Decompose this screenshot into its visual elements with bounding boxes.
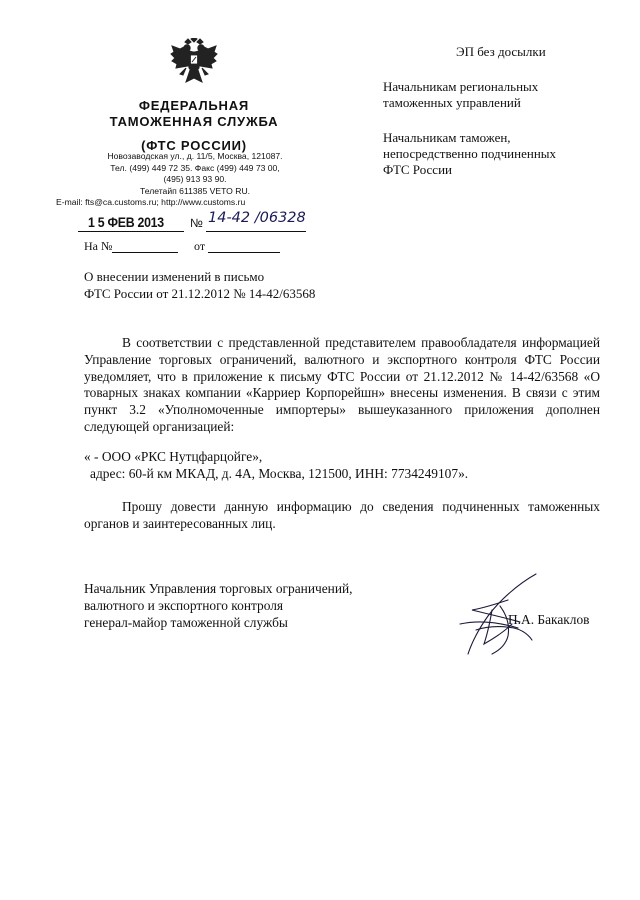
ref-number-label: На № <box>84 239 113 253</box>
org-line2: адрес: 60-й км МКАД, д. 4А, Москва, 121500, ИНН: 7734249107». <box>90 466 469 481</box>
addressee1-line2: таможенных управлений <box>383 95 521 110</box>
subject-line1: О внесении изменений в письмо <box>84 269 265 284</box>
paragraph3-text: Прошу довести данную информацию до сведения подчиненных таможенных органов и заинтересованных лиц. <box>84 499 600 531</box>
registration-date-stamp: 1 5 ФЕВ 2013 <box>88 214 164 230</box>
number-underline <box>206 231 306 232</box>
addressee2-line1: Начальникам таможен, <box>383 130 511 145</box>
position-line2: валютного и экспортного контроля <box>84 597 284 613</box>
added-organization <box>84 448 468 482</box>
org-name-line2: ТАМОЖЕННАЯ СЛУЖБА <box>109 113 279 129</box>
org-line1: « - ООО «РКС Нутцфарцойге», <box>84 449 263 464</box>
org-name-line1: ФЕДЕРАЛЬНАЯ <box>138 98 250 113</box>
body-paragraph-3 <box>84 499 600 533</box>
body-paragraph-1 <box>84 335 600 436</box>
signatory-position <box>84 581 353 631</box>
ref-number-blank <box>112 252 178 253</box>
position-line1: Начальник Управления торговых ограничений, <box>84 581 353 596</box>
addressee1-line1: Начальникам региональных <box>383 79 539 94</box>
addressee-regional <box>383 79 538 111</box>
position-line3: генерал-майор таможенной службы <box>84 614 288 630</box>
org-contacts <box>56 151 312 209</box>
reference-row <box>84 236 284 256</box>
paragraph1-text: В соответствии с представленной представителем правообладателя информацией Управление торговых ограничений, валютного и экспортного контроля ФТС России уведомляет, что в приложение к письму ФТС России от 21.12.2012 № 14-42/63568 «О товарных знаках компании «Карриер Корпорейшн» внесены изменения. В связи с этим пункт 3.2 «Уполномоченные импортеры» вышеуказанного приложения дополнен следующей организацией: <box>84 335 600 434</box>
subject-line2: ФТС России от 21.12.2012 № 14-42/63568 <box>84 286 316 301</box>
date-underline <box>78 231 184 232</box>
registration-number: 14-42 /06328 <box>208 210 306 226</box>
ref-from-label: от <box>194 239 206 253</box>
org-abbr: (ФТС РОССИИ) <box>141 138 247 153</box>
org-title <box>88 98 300 154</box>
org-phone2: (495) 913 93 90. <box>163 174 227 184</box>
registration-row <box>78 210 308 236</box>
org-teletype: Телетайп 611385 VETO RU. <box>139 185 251 196</box>
org-email-web: E-mail: fts@ca.customs.ru; http://www.customs.ru <box>56 197 246 207</box>
double-headed-eagle-icon <box>168 38 220 90</box>
ref-date-blank <box>208 252 280 253</box>
addressee-customs <box>383 130 556 178</box>
org-address: Новозаводская ул., д. 11/5, Москва, 121087. <box>107 151 283 161</box>
org-phone-fax: Тел. (499) 449 72 35. Факс (499) 449 73 00, <box>110 162 280 173</box>
signatory-name: П.А. Бакаклов <box>508 612 590 627</box>
addressee2-line3: ФТС России <box>383 162 452 177</box>
addressee2-line2: непосредственно подчиненных <box>383 146 557 161</box>
number-label: № <box>190 216 203 230</box>
letter-subject <box>84 268 315 302</box>
delivery-marker: ЭП без досылки <box>456 44 546 59</box>
